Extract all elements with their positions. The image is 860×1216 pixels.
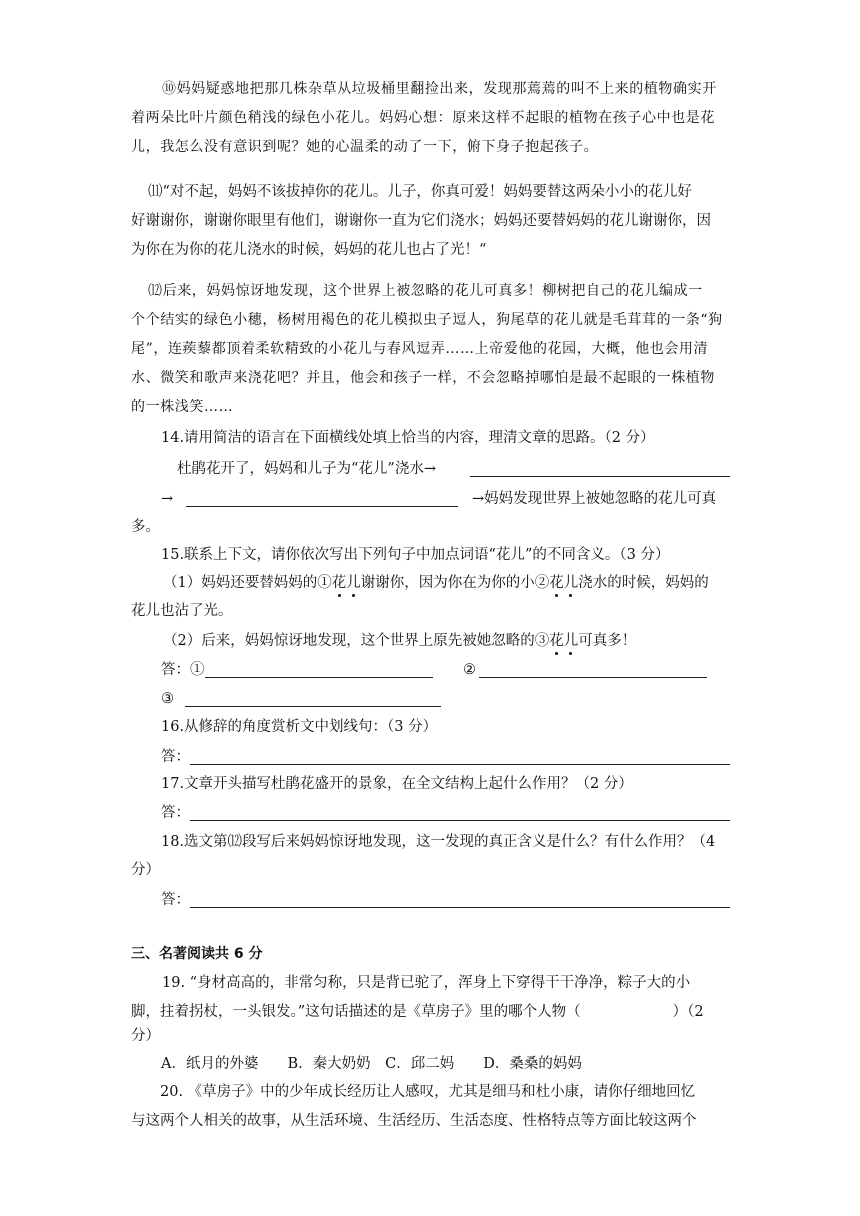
q19-line1: 19. “身材高高的，非常匀称，只是背已驼了，浑身上下穿得干干净净，粽子大的小 <box>162 975 691 991</box>
para11-line1: ⑾“对不起，妈妈不该拔掉你的花儿。儿子，你真可爱！妈妈要替这两朵小小的花儿好 <box>148 184 692 200</box>
q15-sentence1-line2: 花儿也沾了光。 <box>131 603 233 619</box>
q15-dotted-text-1: 花儿 <box>331 575 361 591</box>
q17-answer-label: 答： <box>161 805 190 821</box>
para12-line2: 个个结实的绿色小穗，杨树用褐色的花儿模拟虫子逗人，狗尾草的花儿就是毛茸茸的一条“狗 <box>131 312 723 328</box>
q15-answer-line-3[interactable] <box>185 706 441 707</box>
q19-line2-end: ）（2 <box>672 1004 704 1020</box>
q15-s1-part-b: 谢谢你，因为你在为你的小② <box>360 575 550 591</box>
q15-s1-part-c: 浇水的时候，妈妈的 <box>578 575 709 591</box>
q16-stem: 16.从修辞的角度赏析文中划线句：（3 分） <box>161 719 438 735</box>
q15-stem: 15.联系上下文，请你依次写出下列句子中加点词语“花儿”的不同含义。（3 分） <box>161 547 670 563</box>
q15-answer-line-2[interactable] <box>479 677 707 678</box>
q19-line3: 分） <box>131 1028 160 1044</box>
section3-title: 三、名著阅读共 6 分 <box>131 946 263 962</box>
para11-line2: 好谢谢你，谢谢你眼里有他们，谢谢你一直为它们浇水；妈妈还要替妈妈的花儿谢谢你，因 <box>131 213 711 229</box>
q15-dotted-word-1 <box>332 573 361 593</box>
q14-flow-start: 杜鹃花开了，妈妈和儿子为“花儿”浇水→ <box>177 461 436 477</box>
q19-line2 <box>131 1002 704 1022</box>
q14-flow-end: →妈妈发现世界上被她忽略的花儿可真 <box>472 491 717 507</box>
q18-stem: 18.选文第⑿段写后来妈妈惊讶地发现，这一发现的真正含义是什么？有什么作用？（4 <box>161 834 716 850</box>
para12-line3: 尾”，连蒺藜都顶着柔软精致的小花儿与春风逗弄……上帝爱他的花园，大概，他也会用清 <box>131 341 709 357</box>
para12-line1: ⑿后来，妈妈惊讶地发现，这个世界上被忽略的花儿可真多！柳树把自己的花儿编成一 <box>148 283 703 299</box>
q14-arrow: → <box>161 491 174 507</box>
q16-answer-label: 答： <box>161 749 190 765</box>
q15-s2-part-b: 可真多！ <box>578 633 637 649</box>
q19-options: A．纸月的外婆 B．秦大奶奶 C．邱二妈 D．桑桑的妈妈 <box>161 1056 582 1072</box>
q14-answer-line-1[interactable] <box>470 476 730 477</box>
q14-answer-line-2[interactable] <box>186 506 458 507</box>
q15-sentence1 <box>163 573 709 593</box>
para12-line4: 水、微笑和歌声来浇花吧？并且，他会和孩子一样，不会忽略掉哪怕是最不起眼的一株植物 <box>131 370 715 386</box>
q15-answer-label: 答：① <box>161 662 205 678</box>
q15-sentence2 <box>163 631 636 651</box>
q17-answer-line[interactable] <box>190 820 730 821</box>
q18-answer-line[interactable] <box>190 907 730 908</box>
q19-line2-text: 脚，拄着拐杖，一头银发。”这句话描述的是《草房子》里的哪个人物（ <box>131 1004 581 1020</box>
para12-line5: 的一株浅笑…… <box>131 399 234 415</box>
para10-line3: 儿，我怎么没有意识到呢？她的心温柔的动了一下，俯下身子抱起孩子。 <box>131 139 599 155</box>
q15-answer-3-label: ③ <box>161 691 174 707</box>
q17-stem: 17.文章开头描写杜鹃花盛开的景象，在全文结构上起什么作用？（2 分） <box>161 776 633 792</box>
q18-answer-label: 答： <box>161 892 190 908</box>
q20-line2: 与这两个人相关的故事，从生活环境、生活经历、生活态度、性格特点等方面比较这两个 <box>131 1113 697 1129</box>
q18-stem-2: 分） <box>131 862 160 878</box>
q14-flow-end-2: 多。 <box>131 519 160 535</box>
q15-s2-part-a: （2）后来，妈妈惊讶地发现，这个世界上原先被她忽略的③ <box>163 633 550 649</box>
para11-line3: 为你在为你的花儿浇水的时候，妈妈的花儿也占了光！“ <box>131 242 487 258</box>
q16-answer-line[interactable] <box>190 764 730 765</box>
q15-dotted-word-2 <box>549 573 578 593</box>
para10-line1: ⑩妈妈疑惑地把那几株杂草从垃圾桶里翻捡出来，发现那蔫蔫的叫不上来的植物确实开 <box>162 81 717 97</box>
para10-line2: 着两朵比叶片颜色稍浅的绿色小花儿。妈妈心想：原来这样不起眼的植物在孩子心中也是花 <box>131 110 715 126</box>
q15-dotted-text-2: 花儿 <box>549 575 579 591</box>
q15-dotted-text-3: 花儿 <box>549 633 579 649</box>
q14-stem: 14.请用简洁的语言在下面横线处填上恰当的内容，理清文章的思路。（2 分） <box>161 430 655 446</box>
q20-line1: 20. 《草房子》中的少年成长经历让人感叹，尤其是细马和杜小康，请你仔细地回忆 <box>160 1084 696 1100</box>
q15-dotted-word-3 <box>549 631 578 651</box>
q15-answer-2-label: ② <box>463 662 476 678</box>
q15-answer-line-1[interactable] <box>205 677 433 678</box>
q15-s1-part-a: （1）妈妈还要替妈妈的① <box>163 575 332 591</box>
